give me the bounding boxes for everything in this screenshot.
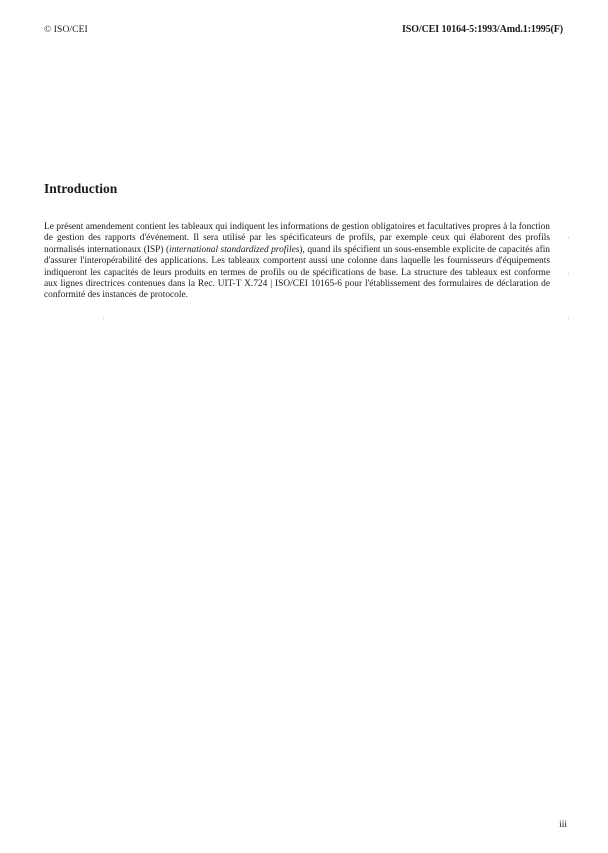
section-title: Introduction (44, 181, 118, 196)
standard-reference-header: ISO/CEI 10164-5:1993/Amd.1:1995(F) (401, 24, 563, 35)
scan-speck (103, 318, 104, 319)
scan-speck (568, 237, 569, 238)
paragraph-italic-term: international standardized profiles (169, 244, 300, 255)
introduction-paragraph (44, 222, 550, 302)
page-number: iii (559, 820, 567, 830)
copyright-header: © ISO/CEI (44, 25, 88, 35)
paragraph-text-part-1: Le présent amendement contient les tableaux qui indiquent les informations de gestion obligatoires et facultatives propres à la fonction de gestion des rapports d'événement. Il sera utilisé par les spécificateurs de profils, par exemple ceux qui élaborent des profils normalisés internationaux (ISP) ( (44, 222, 550, 255)
scan-speck (568, 273, 569, 274)
paragraph-text-part-2: ), quand ils spécifient un sous-ensemble explicite de capacités afin d'assurer l'interopérabilité des applications. Les tableaux comportent aussi une colonne dans laquelle les fournisseurs d'équipements indiqueront les capacités de leurs produits en termes de profils ou de spécifications de base. La structure des tableaux est conforme aux lignes directrices contenues dans la Rec. UIT-T X.724 | ISO/CEI 10165-6 pour l'établissement des formulaires de déclaration de conformité des instances de protocole. (44, 244, 550, 301)
scan-speck (568, 318, 569, 319)
